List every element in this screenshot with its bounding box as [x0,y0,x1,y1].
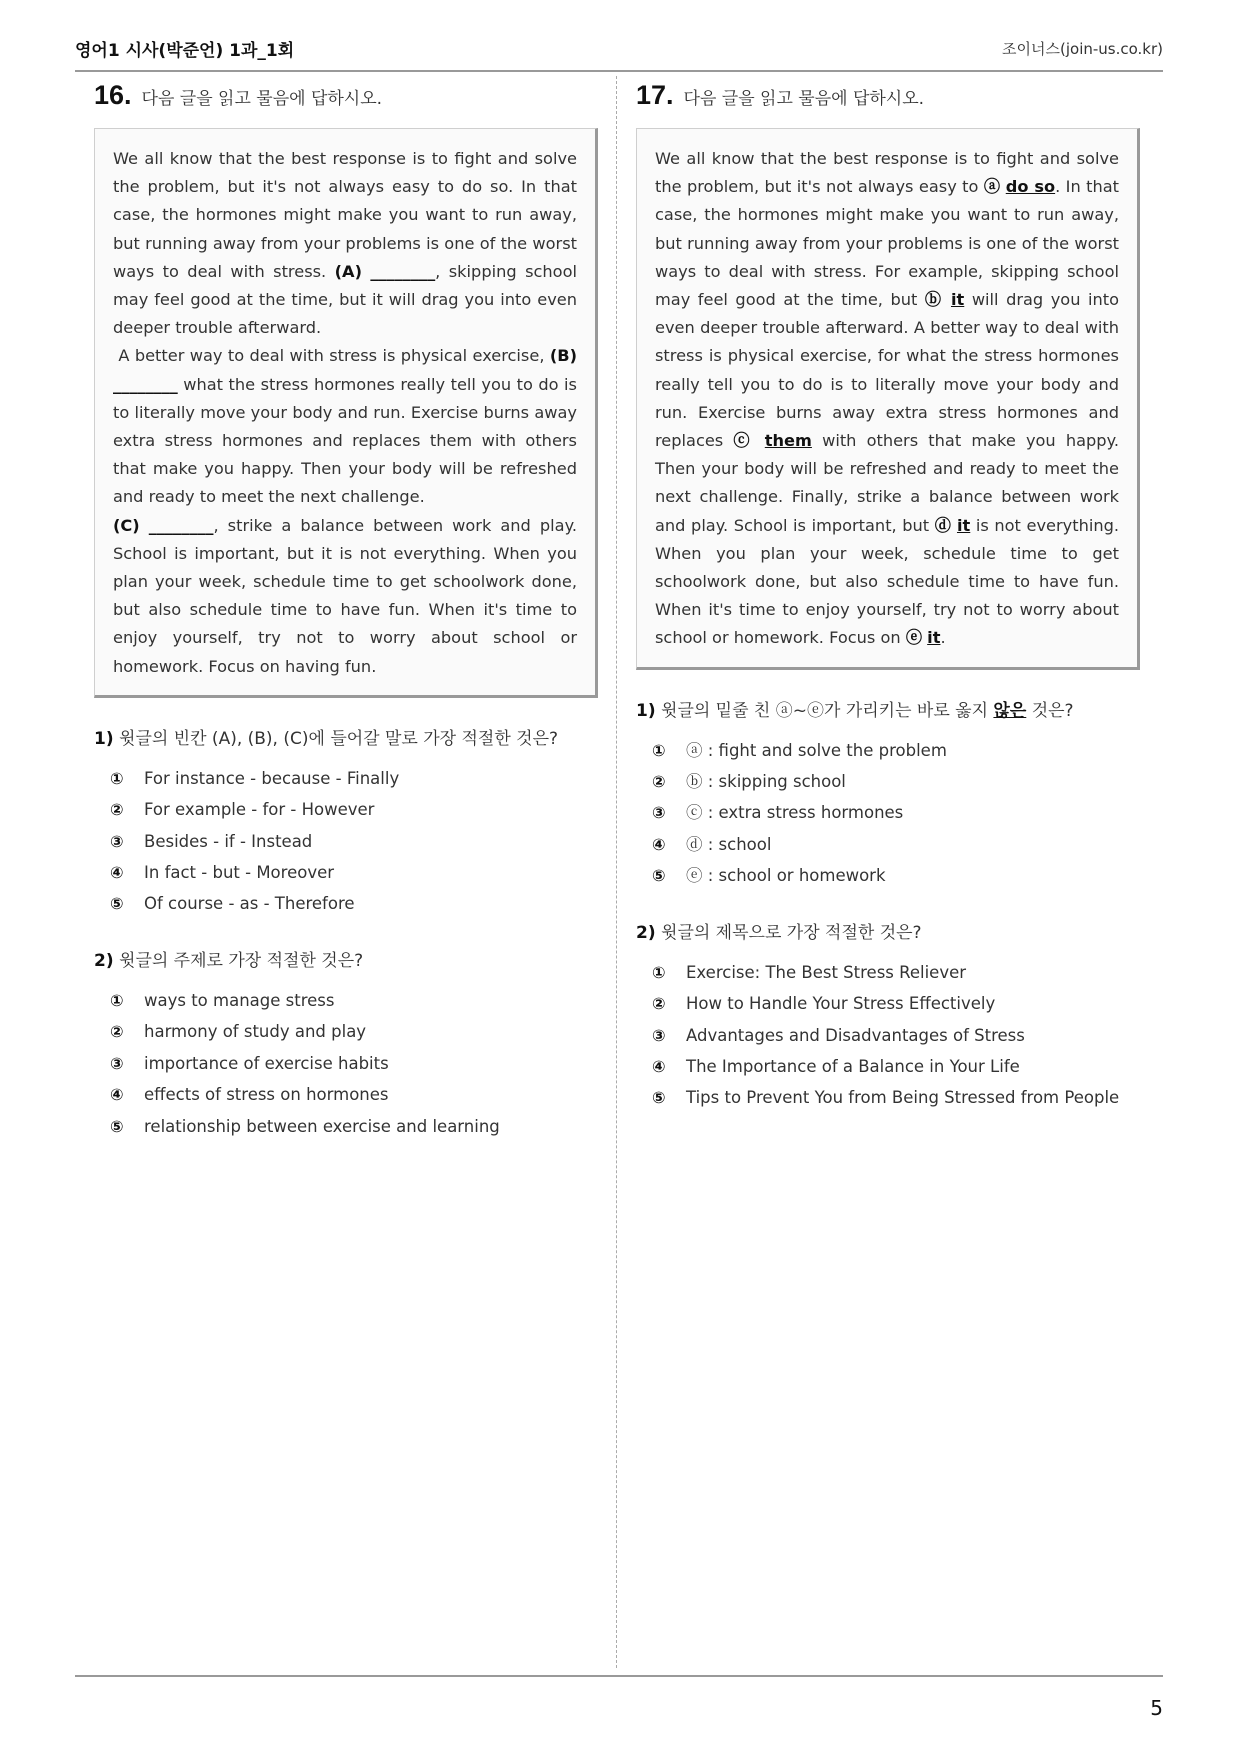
passage-text: what the stress hormones really tell you to do is to literally move your body and run. Exercise burns away extra stress hormones and replaces them with others that make you happy. Then your body will be refreshed and ready to meet the next challenge. [113,374,577,507]
passage-text: with others that make you happy. Then your body will be refreshed and ready to meet the next challenge. Finally, strike a balance between work and play. School is important, but [655,431,1119,535]
answer-options [652,735,1156,892]
passage-text: A better way to deal with stress is physical exercise, [118,346,545,366]
passage-paragraph [113,145,577,342]
sub-question-text: 윗글의 주제로 가장 적절한 것은? [119,950,364,971]
choice-number: ① [652,962,666,982]
sub-question-number: 1) [94,728,114,749]
choice-text: ⓔ : school or homework [686,866,886,886]
choice-number: ② [110,800,124,820]
passage-text: . [940,628,946,648]
choice-number: ② [652,994,666,1014]
answer-option[interactable] [652,957,1156,988]
header-divider [75,70,1163,72]
answer-option[interactable] [652,766,1156,797]
answer-option[interactable] [652,988,1156,1019]
choice-number: ② [652,772,666,792]
answer-options [110,985,614,1142]
passage-text: We all know that the best response is to fight and solve the problem, but it's not always easy to do so. In that case, the hormones might make you want to run away, but running away from your problems is one of the worst ways to deal with stress. [113,149,577,281]
blank-c: ________ [148,515,214,535]
choice-number: ② [110,1022,124,1042]
underlined-c: them [764,431,812,451]
answer-options [652,957,1156,1114]
passage-paragraph [113,512,577,681]
blank-label-a: (A) [334,261,362,281]
choice-number: ① [652,740,666,760]
question-instruction: 다음 글을 읽고 물음에 답하시오. [141,89,383,109]
choice-number: ③ [652,803,666,823]
sub-question-number: 1) [636,700,656,721]
blank-label-c: (C) [113,515,140,535]
answer-option[interactable] [110,763,614,794]
answer-option[interactable] [652,829,1156,860]
underlined-a: do so [1005,177,1056,197]
underlined-e: it [927,628,941,648]
blank-b: ________ [113,374,178,394]
choice-number: ④ [652,834,666,854]
choice-number: ④ [110,863,124,883]
answer-option[interactable] [652,860,1156,891]
passage-text: , strike a balance between work and play. School is important, but it is not everything. When you plan your week, schedule time to get schoolwork done, but also schedule time to have fun. When it's time to enjoy yourself, try not to worry about school or homework. Focus on having fun. [113,515,577,676]
footer-divider [75,1675,1163,1677]
choice-text: ⓒ : extra stress hormones [686,803,904,823]
column-divider [616,76,617,1668]
answer-option[interactable] [110,1048,614,1079]
question-header [94,80,614,120]
answer-option[interactable] [110,826,614,857]
choice-number: ③ [652,1025,666,1045]
passage-text: . In that case, the hormones might make you want to run away, but running away from your problems is one of the worst ways to deal with stress. For example, skipping school may feel good at the time, but [655,177,1120,310]
choice-text: How to Handle Your Stress Effectively [686,994,996,1014]
marker-a: ⓐ [983,177,1001,197]
choice-number: ④ [110,1085,124,1105]
choice-number: ⑤ [652,866,666,886]
marker-d: ⓓ [934,515,952,535]
answer-option[interactable] [110,1111,614,1142]
blank-label-b: (B) [549,346,577,366]
choice-text: Besides - if - Instead [144,831,313,851]
choice-number: ① [110,768,124,788]
choice-number: ① [110,990,124,1010]
publisher-site: 조이너스(join-us.co.kr) [1002,40,1163,58]
answer-option[interactable] [110,1016,614,1047]
sub-question-text: 윗글의 제목으로 가장 적절한 것은? [661,922,922,943]
passage-text: will drag you into even deeper trouble afterward. A better way to deal with stress is physical exercise, for what the stress hormones really tell you to do is to literally move your body and run. Exercise burns away extra stress hormones and replaces [655,290,1119,451]
question-number: 17. [636,80,674,110]
passage-paragraph [113,342,577,511]
choice-text: In fact - but - Moreover [144,863,335,883]
sub-question-2 [94,946,614,971]
sub-question-1 [636,696,1156,721]
sub-question-2 [636,918,1156,943]
document-title: 영어1 시사(박준언) 1과_1회 [75,41,295,61]
answer-option[interactable] [110,1079,614,1110]
answer-options [110,763,614,920]
choice-text: effects of stress on hormones [144,1085,389,1105]
sub-question-1 [94,724,614,749]
choice-text: Advantages and Disadvantages of Stress [686,1025,1025,1045]
marker-b: ⓑ [924,290,944,310]
choice-number: ③ [110,1053,124,1073]
choice-text: importance of exercise habits [144,1053,389,1073]
answer-option[interactable] [110,857,614,888]
sub-question-text: 윗글의 빈칸 (A), (B), (C)에 들어갈 말로 가장 적절한 것은? [119,728,559,749]
underlined-b: it [950,290,965,310]
sub-question-number: 2) [636,922,656,943]
choice-text: ⓓ : school [686,834,772,854]
passage-text: We all know that the best response is to fight and solve the problem, but it's not always easy to [655,149,1119,197]
marker-c: ⓒ [733,431,755,451]
blank-a: ________ [370,261,436,281]
passage-text: is not everything. When you plan your week, schedule time to get schoolwork done, but also schedule time to have fun. When it's time to enjoy yourself, try not to worry about school or homework. Focus on [655,515,1120,648]
reading-passage [636,128,1140,670]
choice-number: ⑤ [652,1088,666,1108]
choice-text: Of course - as - Therefore [144,894,355,914]
choice-number: ③ [110,831,124,851]
answer-option[interactable] [652,735,1156,766]
underlined-d: it [956,515,971,535]
choice-text: For instance - because - Finally [144,768,400,788]
question-16 [94,80,614,1142]
sub-question-number: 2) [94,950,114,971]
emphasis-not: 않은 [993,700,1027,721]
question-instruction: 다음 글을 읽고 물음에 답하시오. [683,89,925,109]
answer-option[interactable] [652,1051,1156,1082]
choice-number: ④ [652,1056,666,1076]
choice-number: ⑤ [110,1116,124,1136]
choice-text: Exercise: The Best Stress Reliever [686,962,967,982]
choice-text: relationship between exercise and learning [144,1116,500,1136]
reading-passage [94,128,598,698]
choice-number: ⑤ [110,894,124,914]
answer-option[interactable] [110,985,614,1016]
choice-text: ⓐ : fight and solve the problem [686,740,947,760]
answer-option[interactable] [652,1082,1156,1113]
passage-text: , skipping school may feel good at the time, but it will drag you into even deeper trouble afterward. [113,261,577,338]
question-17 [636,80,1156,1114]
answer-option[interactable] [652,1020,1156,1051]
question-number: 16. [94,80,132,110]
question-header [636,80,1156,120]
answer-option[interactable] [652,797,1156,828]
sub-question-text: 것은? [1031,700,1074,721]
choice-text: harmony of study and play [144,1022,367,1042]
answer-option[interactable] [110,794,614,825]
marker-e: ⓔ [905,628,922,648]
choice-text: For example - for - However [144,800,375,820]
choice-text: The Importance of a Balance in Your Life [686,1056,1020,1076]
choice-text: Tips to Prevent You from Being Stressed from People [686,1088,1120,1108]
page-number: 5 [1150,1696,1163,1720]
choice-text: ways to manage stress [144,990,335,1010]
passage-paragraph [655,145,1119,653]
answer-option[interactable] [110,888,614,919]
sub-question-text: 윗글의 밑줄 친 ⓐ~ⓔ가 가리키는 바로 옳지 [661,700,989,721]
choice-text: ⓑ : skipping school [686,772,846,792]
